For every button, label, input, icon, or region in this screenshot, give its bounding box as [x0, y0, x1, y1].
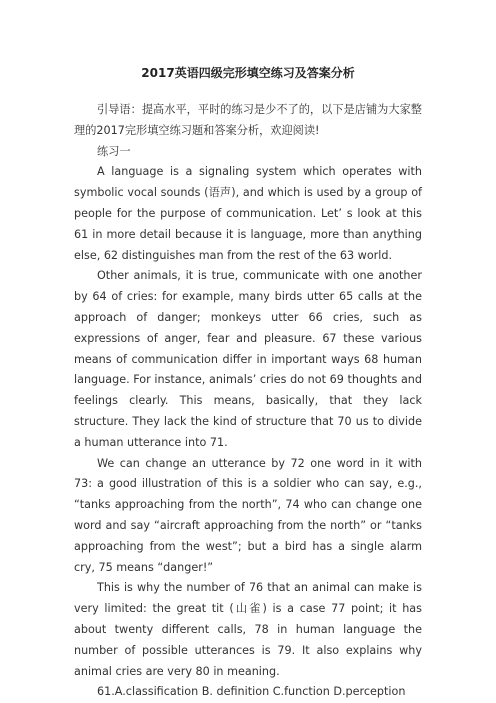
- document-page: [74, 64, 422, 703]
- section-heading: 练习一: [97, 144, 131, 158]
- page-title: 2017英语四级完形填空练习及答案分析: [141, 66, 355, 80]
- intro-paragraph: 引导语：提高水平，平时的练习是少不了的，以下是店铺为大家整理的2017完形填空练习题和答案分析，欢迎阅读!: [74, 103, 422, 137]
- passage-paragraph-4: This is why the number of 76 that an animal can make is very limited: the great tit (山雀) is a case 77 point; it has about twenty different calls, 78 in human language the number of possible utterances is 79. It also explains why animal cries are very 80 in meaning.: [74, 581, 422, 678]
- passage-paragraph-3: We can change an utterance by 72 one word in it with 73: a good illustration of this is a soldier who can say, e.g., “tanks approaching from the north”, 74 who can change one word and say “aircraft approaching from the north” or “tanks approaching from the west”; but a bird has a single alarm cry, 75 means “danger!”: [74, 456, 422, 574]
- passage-paragraph-1: A language is a signaling system which operates with symbolic vocal sounds (语声), and which is used by a group of people for the purpose of communication. Let’ s look at this 61 in more detail because it is language, more than anything else, 62 distinguishes man from the rest of the 63 world.: [74, 165, 422, 262]
- passage-paragraph-2: Other animals, it is true, communicate with one another by 64 of cries: for example, many birds utter 65 calls at the approach of danger; monkeys utter 66 cries, such as expressions of anger, fear and pleasure. 67 these various means of communication differ in important ways 68 human language. For instance, animals’ cries do not 69 thoughts and feelings clearly. This means, basically, that they lack structure. They lack the kind of structure that 70 us to divide a human utterance into 71.: [74, 269, 422, 449]
- question-option-line: 61.A.classification B. definition C.function D.perception: [97, 685, 406, 699]
